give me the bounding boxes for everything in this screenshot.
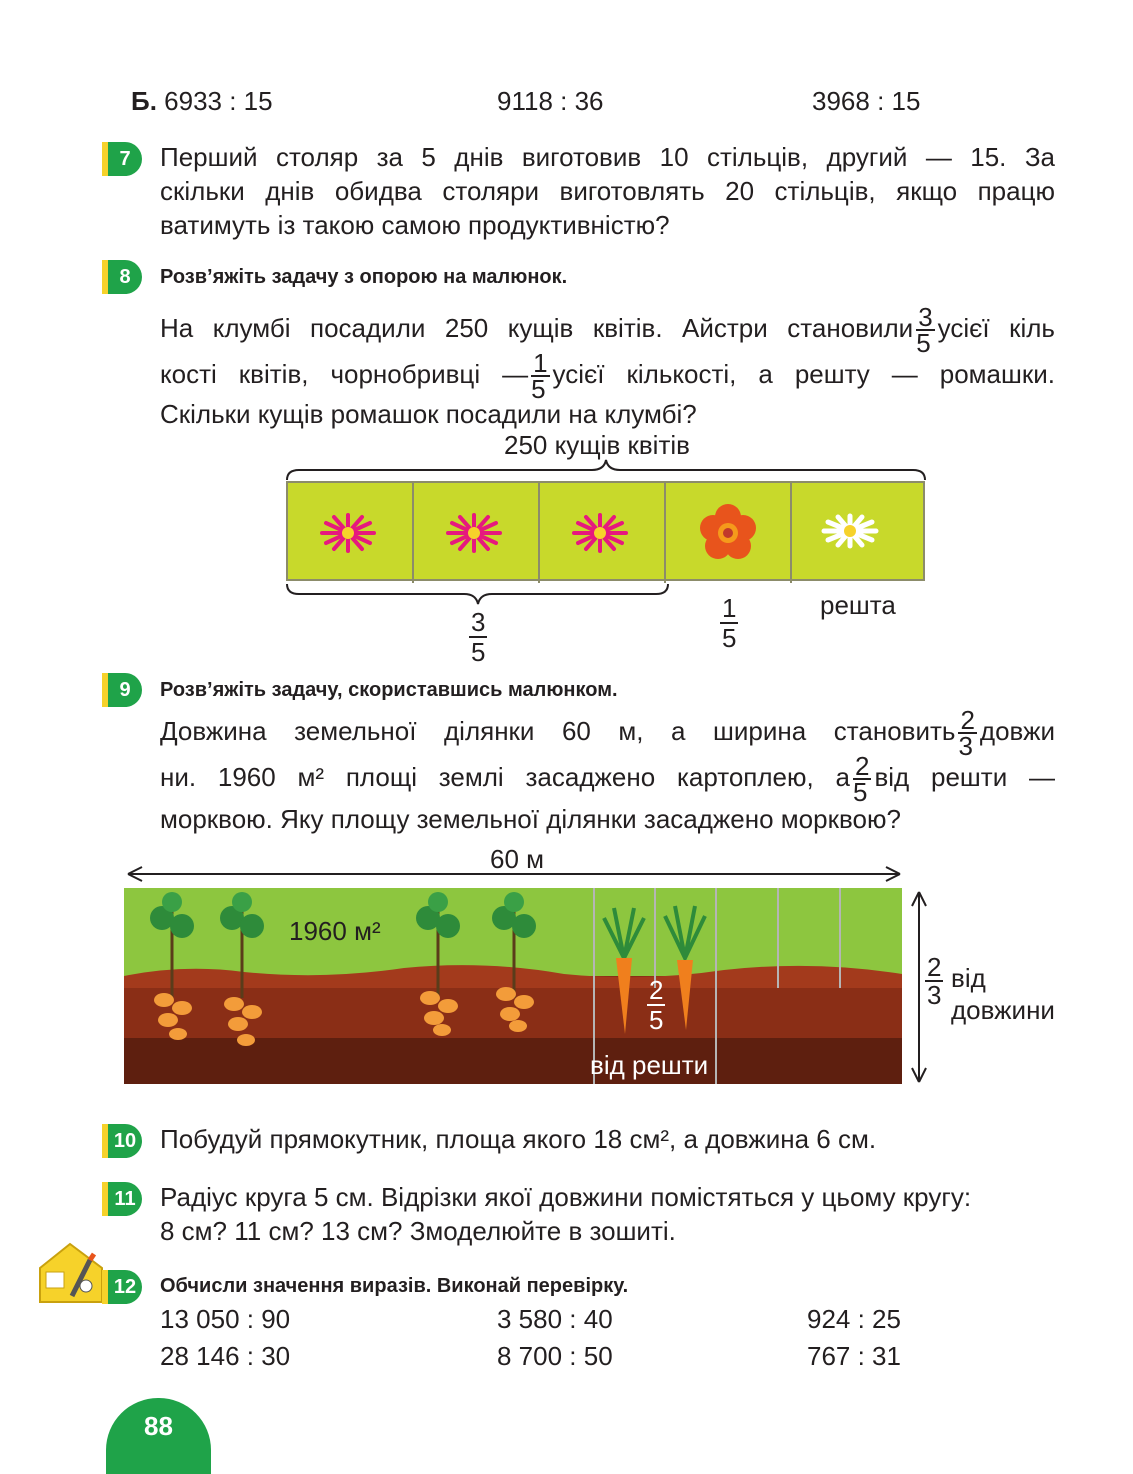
expression: 9118 : 36 [497, 86, 604, 116]
task-number-badge: 12 [108, 1270, 142, 1304]
daisy-cell [792, 483, 918, 583]
fraction: $\frac{3}{5}$ [916, 302, 933, 359]
task-instruction: Обчисли значення виразів. Виконай перевірку. [160, 1275, 629, 1297]
aster-icon [414, 483, 540, 583]
expression: 767 : 31 [807, 1341, 901, 1371]
row-b [131, 84, 273, 118]
rest-label: решта [820, 590, 896, 620]
expression: 8 700 : 50 [497, 1341, 613, 1371]
text-line: ватимуть із такою самою продуктивністю? [160, 210, 670, 240]
land-plot-illustration [124, 888, 902, 1084]
marigold-cell [666, 483, 792, 583]
expression: 3968 : 15 [812, 86, 921, 116]
task-number-badge: 9 [108, 673, 142, 707]
fraction-one-fifth: $\frac{1}{5}$ [722, 593, 737, 653]
fraction-three-fifths: $\frac{3}{5}$ [471, 607, 486, 667]
aster-icon [540, 483, 666, 583]
text-line: На клумбі посадили 250 кущів квітів. Айстри становили $\frac{3}{5}$ усієї кіль [160, 302, 1055, 359]
text-line: Довжина земельної ділянки 60 м, а ширина становить $\frac{2}{3}$ довжи [160, 705, 1055, 762]
carrot-rest-label: від решти [590, 1050, 709, 1080]
marigold-icon [666, 483, 792, 583]
text-line: Радіус круга 5 см. Відрізки якої довжини помістяться у цьому кругу: [160, 1182, 972, 1212]
carrot-fraction: $\frac{2}{5}$ [649, 975, 664, 1035]
length-arrow [122, 864, 906, 884]
expression: 13 050 : 90 [160, 1304, 291, 1334]
text-line: 8 см? 11 см? 13 см? Змоделюйте в зошиті. [160, 1216, 676, 1246]
width-fraction: $\frac{2}{3}$ [927, 952, 942, 1010]
daisy-icon [792, 483, 918, 583]
task-number-badge: 7 [108, 142, 142, 176]
task-number-badge: 11 [108, 1182, 142, 1216]
expression: 924 : 25 [807, 1304, 901, 1334]
text-line: кості квітів, чорнобривці — $\frac{1}{5}$ усієї кількості, а решту — ромашки. [160, 348, 1055, 405]
text-line: Скільки кущів ромашок посадили на клумбі? [160, 399, 697, 429]
task-number-badge: 10 [108, 1124, 142, 1158]
aster-cell [288, 483, 414, 583]
text-line: ни. 1960 м² площі землі засаджено картоплею, а $\frac{2}{5}$ від решти — [160, 751, 1056, 808]
text-line: Перший столяр за 5 днів виготовив 10 стільців, другий — 15. За [160, 142, 1055, 172]
diagram-total-label: 250 кущів квітів [504, 430, 690, 460]
fraction: $\frac{2}{5}$ [853, 751, 870, 808]
aster-cell [414, 483, 540, 583]
row-b-label: Б. [131, 86, 157, 116]
task-10-text: Побудуй прямокутник, площа якого 18 см², а довжина 6 см. [160, 1124, 877, 1154]
top-brace [284, 458, 928, 482]
expression: 3 580 : 40 [497, 1304, 613, 1334]
length-label: 60 м [490, 844, 545, 874]
task-instruction: Розв’яжіть задачу, скориставшись малюнком. [160, 679, 618, 701]
task-instruction: Розв’яжіть задачу з опорою на малюнок. [160, 266, 568, 288]
task-number-badge: 8 [108, 260, 142, 294]
text-line: морквою. Яку площу земельної ділянки засаджено морквою? [160, 804, 901, 834]
task-8-text [160, 302, 1055, 431]
width-label: від довжини [951, 963, 1055, 1025]
task-11-text [160, 1180, 1055, 1248]
potato-area-label: 1960 м² [289, 916, 381, 946]
aster-icon [288, 483, 414, 583]
flower-bed-bar [286, 481, 925, 581]
fraction: $\frac{1}{5}$ [531, 348, 548, 405]
homework-house-icon [36, 1240, 106, 1306]
expression: 28 146 : 30 [160, 1341, 291, 1371]
aster-cell [540, 483, 666, 583]
page-number: 88 [106, 1398, 211, 1474]
bottom-brace [284, 582, 674, 606]
fraction: $\frac{2}{3}$ [958, 705, 975, 762]
task-7-text [160, 140, 1055, 242]
text-line: скільки днів обидва столяри виготовлять 20 стільців, якщо працю [160, 176, 1055, 206]
expression: 6933 : 15 [164, 86, 273, 116]
task-9-text [160, 705, 1056, 836]
